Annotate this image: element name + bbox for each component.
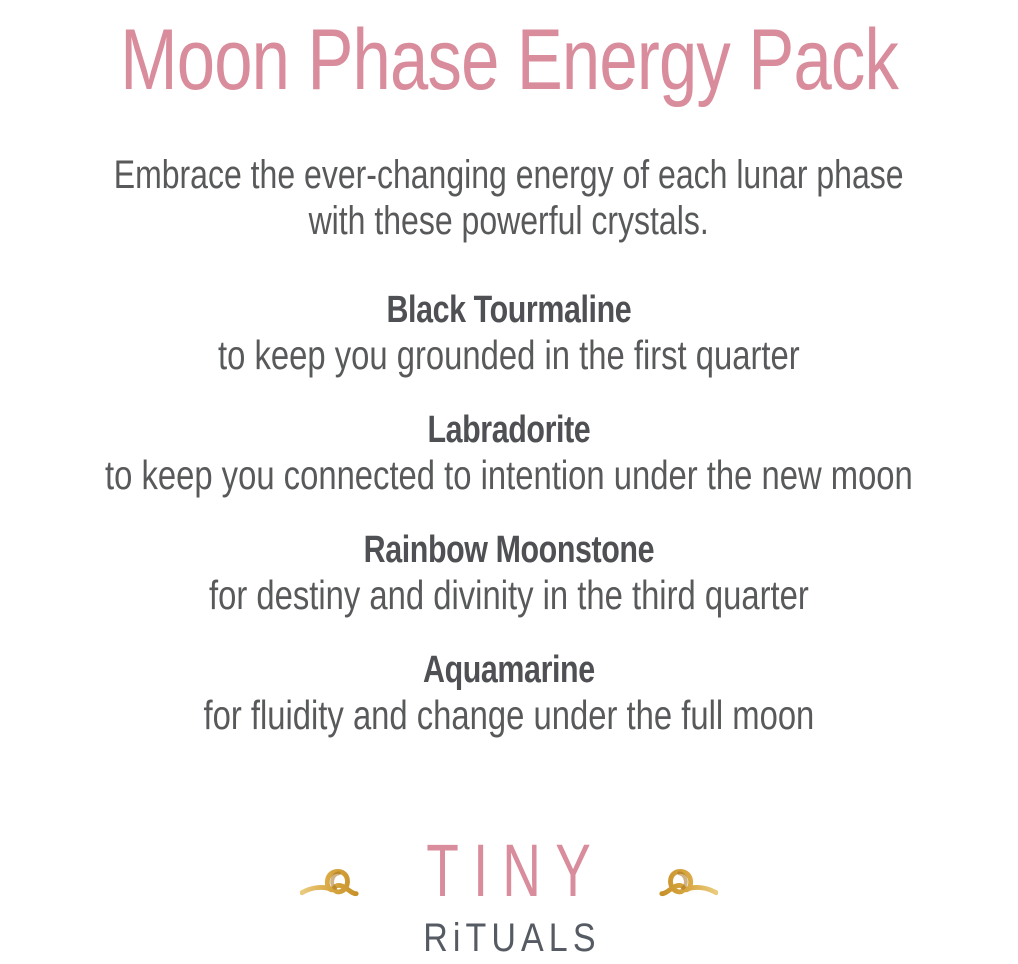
crystal-name: Black Tourmaline (386, 289, 632, 332)
crystal-name: Labradorite (427, 409, 591, 452)
crystal-description: for destiny and divinity in the third quarter (209, 572, 809, 619)
list-item-aquamarine (4, 648, 1014, 738)
intro-text-line-2: with these powerful crystals. (308, 199, 710, 244)
intro-text (114, 152, 904, 244)
list-item-rainbow-moonstone (4, 528, 1014, 618)
list-item-black-tourmaline (4, 288, 1014, 378)
crystal-list (4, 288, 1014, 768)
crystal-description: for fluidity and change under the full moon (203, 692, 815, 739)
brand-name-rituals: RiTUALS (422, 916, 601, 961)
tiny-rituals-logo (300, 829, 719, 961)
ribbon-curl-icon-mirrored (656, 862, 718, 906)
brand-name-tiny: TINY (425, 829, 605, 913)
crystal-description: to keep you connected to intention under the new moon (105, 452, 913, 499)
crystal-name: Aquamarine (423, 649, 595, 692)
crystal-name: Rainbow Moonstone (363, 529, 655, 572)
list-item-labradorite (4, 408, 1014, 498)
ribbon-curl-icon (300, 862, 362, 906)
crystal-description: to keep you grounded in the first quarter (218, 332, 800, 379)
page-title: Moon Phase Energy Pack (120, 12, 898, 108)
logo-top-row (300, 829, 719, 913)
intro-text-line-1: Embrace the ever-changing energy of each lunar phase (114, 153, 904, 198)
